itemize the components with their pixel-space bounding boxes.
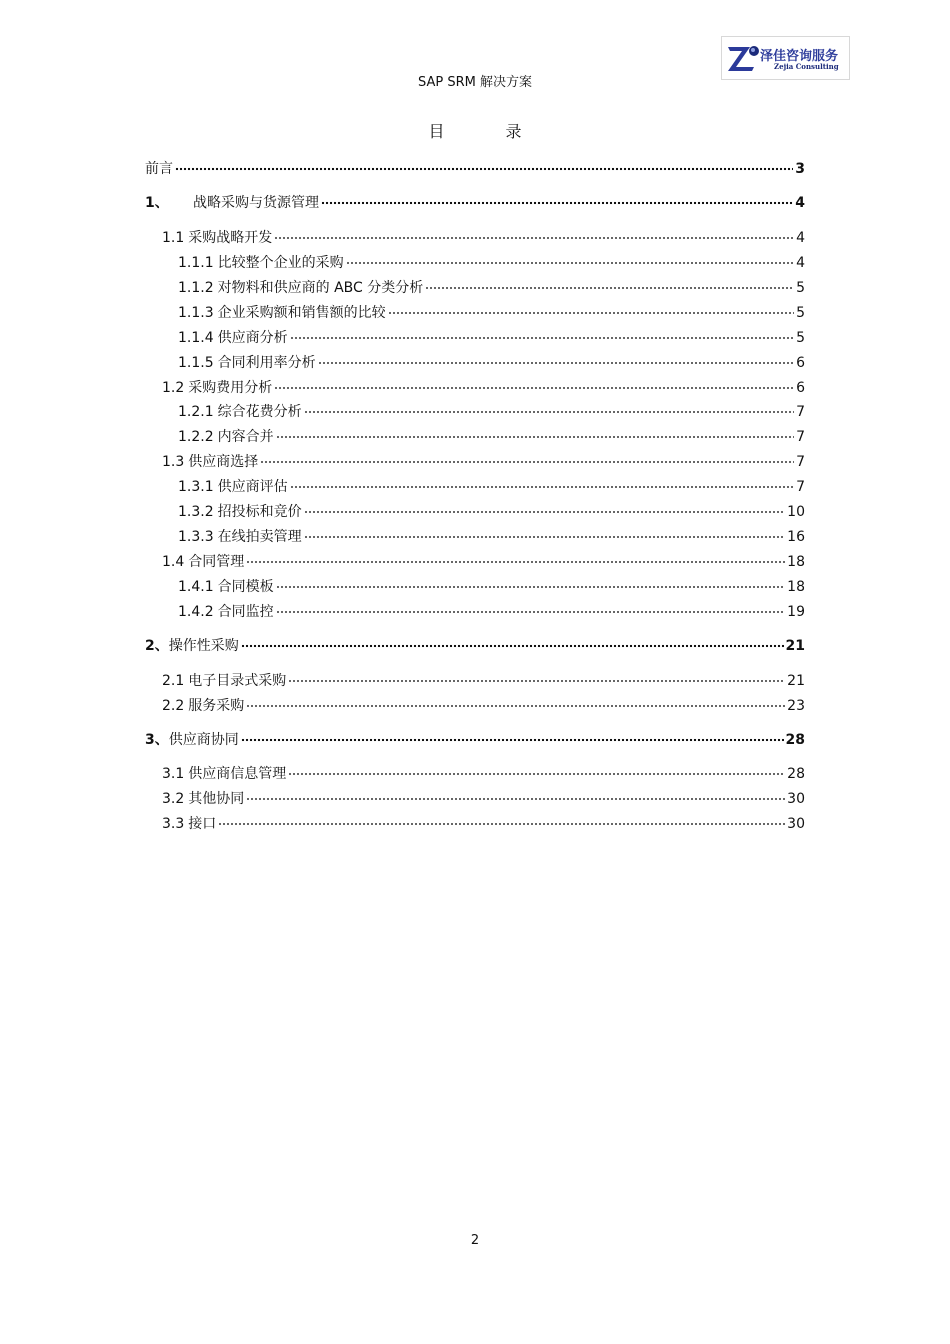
toc-page-number: 6 [796,355,805,371]
toc-page-number: 7 [796,454,805,470]
toc-page-number: 5 [796,305,805,321]
toc-entry-text: 供应商分析 [217,330,288,346]
toc-entry-3-3[interactable] [162,808,805,832]
toc-page-number: 21 [787,673,805,689]
toc-dot-leader [274,222,794,242]
toc-page-number: 10 [787,504,805,520]
toc-dot-leader [318,347,794,367]
toc-entry-number: 1.3 [162,454,185,470]
toc-dot-leader [425,272,794,292]
toc-entry-chapter-2[interactable] [145,630,805,654]
toc-entry-text: 合同模板 [217,579,274,595]
toc-entry-number: 1.2.2 [178,429,214,445]
toc-dot-leader [304,521,786,541]
toc-entry-chapter-3[interactable] [145,724,805,748]
toc-entry-number: 1.3.1 [178,479,214,495]
toc-entry-1-1[interactable] [162,222,805,246]
toc-entry-1-3-3[interactable] [178,521,805,545]
toc-entry-number: 1.1.4 [178,330,214,346]
toc-dot-leader [288,758,785,778]
toc-entry-number: 1.1.1 [178,255,214,271]
toc-dot-leader [276,571,786,591]
toc-entry-1-3[interactable] [162,446,805,470]
toc-entry-text: 战略采购与货源管理 [193,195,319,211]
toc-dot-leader [241,724,784,744]
toc-entry-text: 其他协同 [188,791,245,807]
toc-entry-number: 2.1 [162,673,185,689]
toc-entry-1-2-2[interactable] [178,421,805,445]
toc-entry-text: 企业采购额和销售额的比较 [217,305,386,321]
toc-page-number: 28 [785,732,805,748]
toc-page-number: 6 [796,380,805,396]
toc-page-number: 7 [796,404,805,420]
toc-dot-leader [388,297,794,317]
toc-entry-text: 内容合并 [217,429,274,445]
toc-entry-text: 操作性采购 [168,638,239,654]
toc-entry-number: 1.1.2 [178,280,214,296]
toc-entry-text: 合同监控 [217,604,274,620]
toc-entry-1-2-1[interactable] [178,396,805,420]
toc-dot-leader [175,153,793,173]
toc-entry-text: 供应商评估 [217,479,288,495]
toc-page-number: 19 [787,604,805,620]
toc-page-number: 18 [787,554,805,570]
toc-dot-leader [260,446,794,466]
toc-page-number: 5 [796,280,805,296]
toc-dot-leader [241,630,784,650]
toc-entry-3-1[interactable] [162,758,805,782]
toc-entry-number: 2.2 [162,698,185,714]
toc-dot-leader [304,396,794,416]
toc-page-number: 4 [795,195,805,211]
toc-entry-1-2[interactable] [162,372,805,396]
toc-page-number: 28 [787,766,805,782]
toc-entry-text: 电子目录式采购 [188,673,287,689]
toc-page-number: 4 [796,255,805,271]
toc-entry-number: 3.1 [162,766,185,782]
page-number-footer: 2 [470,1233,480,1248]
toc-page-number: 4 [796,230,805,246]
toc-dot-leader [321,187,793,207]
toc-page-number: 7 [796,479,805,495]
toc-entry-1-1-4[interactable] [178,322,805,346]
toc-entry-text: 供应商选择 [188,454,259,470]
toc-dot-leader [218,808,785,828]
toc-page-number: 30 [787,816,805,832]
logo-chinese-text: 泽佳咨询服务 [760,49,839,64]
toc-entry-text: 接口 [188,816,217,832]
toc-entry-number: 1.3.3 [178,529,214,545]
toc-entry-2-1[interactable] [162,665,805,689]
toc-entry-chapter-1[interactable] [145,187,805,211]
toc-entry-1-3-2[interactable] [178,496,805,520]
toc-dot-leader [274,372,794,392]
toc-entry-2-2[interactable] [162,690,805,714]
toc-page-number: 23 [787,698,805,714]
toc-entry-text: 合同管理 [188,554,245,570]
toc-entry-1-1-1[interactable] [178,247,805,271]
toc-page-number: 30 [787,791,805,807]
toc-dot-leader [290,471,794,491]
toc-page-number: 18 [787,579,805,595]
toc-entry-text: 综合花费分析 [217,404,302,420]
toc-entry-text: 招投标和竞价 [217,504,302,520]
toc-entry-text: 比较整个企业的采购 [217,255,344,271]
toc-dot-leader [246,690,785,710]
toc-entry-text: 采购费用分析 [188,380,273,396]
toc-entry-number: 3.3 [162,816,185,832]
toc-page-number: 21 [785,638,805,654]
toc-entry-number: 1.2.1 [178,404,214,420]
toc-entry-text: 合同利用率分析 [217,355,316,371]
toc-page-number: 5 [796,330,805,346]
toc-entry-text: 服务采购 [188,698,245,714]
toc-entry-text: 采购战略开发 [188,230,273,246]
toc-entry-1-4-2[interactable] [178,596,805,620]
toc-entry-1-1-5[interactable] [178,347,805,371]
toc-entry-text: 供应商协同 [168,732,239,748]
toc-entry-1-4-1[interactable] [178,571,805,595]
toc-entry-text: 前言 [145,161,173,177]
toc-entry-number: 1.2 [162,380,185,396]
toc-entry-1-3-1[interactable] [178,471,805,495]
toc-entry-number: 1.4 [162,554,185,570]
toc-dot-leader [246,546,785,566]
toc-entry-1-1-2[interactable] [178,272,805,296]
toc-page-number: 3 [795,161,805,177]
toc-entry-1-1-3[interactable] [178,297,805,321]
toc-entry-text: 对物料和供应商的 ABC 分类分析 [217,280,424,296]
toc-dot-leader [246,783,785,803]
toc-entry-text: 在线拍卖管理 [217,529,302,545]
toc-entry-number: 1.4.2 [178,604,214,620]
toc-page-number: 16 [787,529,805,545]
toc-entry-text: 供应商信息管理 [188,766,287,782]
toc-entry-number: 1.3.2 [178,504,214,520]
toc-title: 目 录 [428,122,550,141]
toc-dot-leader [288,665,785,685]
toc-entry-number: 1.1 [162,230,185,246]
logo-english-text: Zejia Consulting [774,62,839,71]
toc-dot-leader [276,421,794,441]
toc-entry-number: 1、 [145,195,169,211]
toc-entry-number: 1.1.5 [178,355,214,371]
running-header-title: SAP SRM 解决方案 [418,75,532,90]
toc-entry-number: 3、 [145,732,169,748]
toc-entry-number: 1.1.3 [178,305,214,321]
toc-entry-number: 3.2 [162,791,185,807]
logo-mark-icon [726,43,760,73]
toc-dot-leader [346,247,794,267]
toc-page-number: 7 [796,429,805,445]
toc-entry-number: 2、 [145,638,169,654]
toc-dot-leader [290,322,794,342]
toc-entry-number: 1.4.1 [178,579,214,595]
toc-entry-3-2[interactable] [162,783,805,807]
toc-entry-preface[interactable] [145,153,805,177]
toc-dot-leader [304,496,786,516]
toc-entry-1-4[interactable] [162,546,805,570]
toc-dot-leader [276,596,786,616]
